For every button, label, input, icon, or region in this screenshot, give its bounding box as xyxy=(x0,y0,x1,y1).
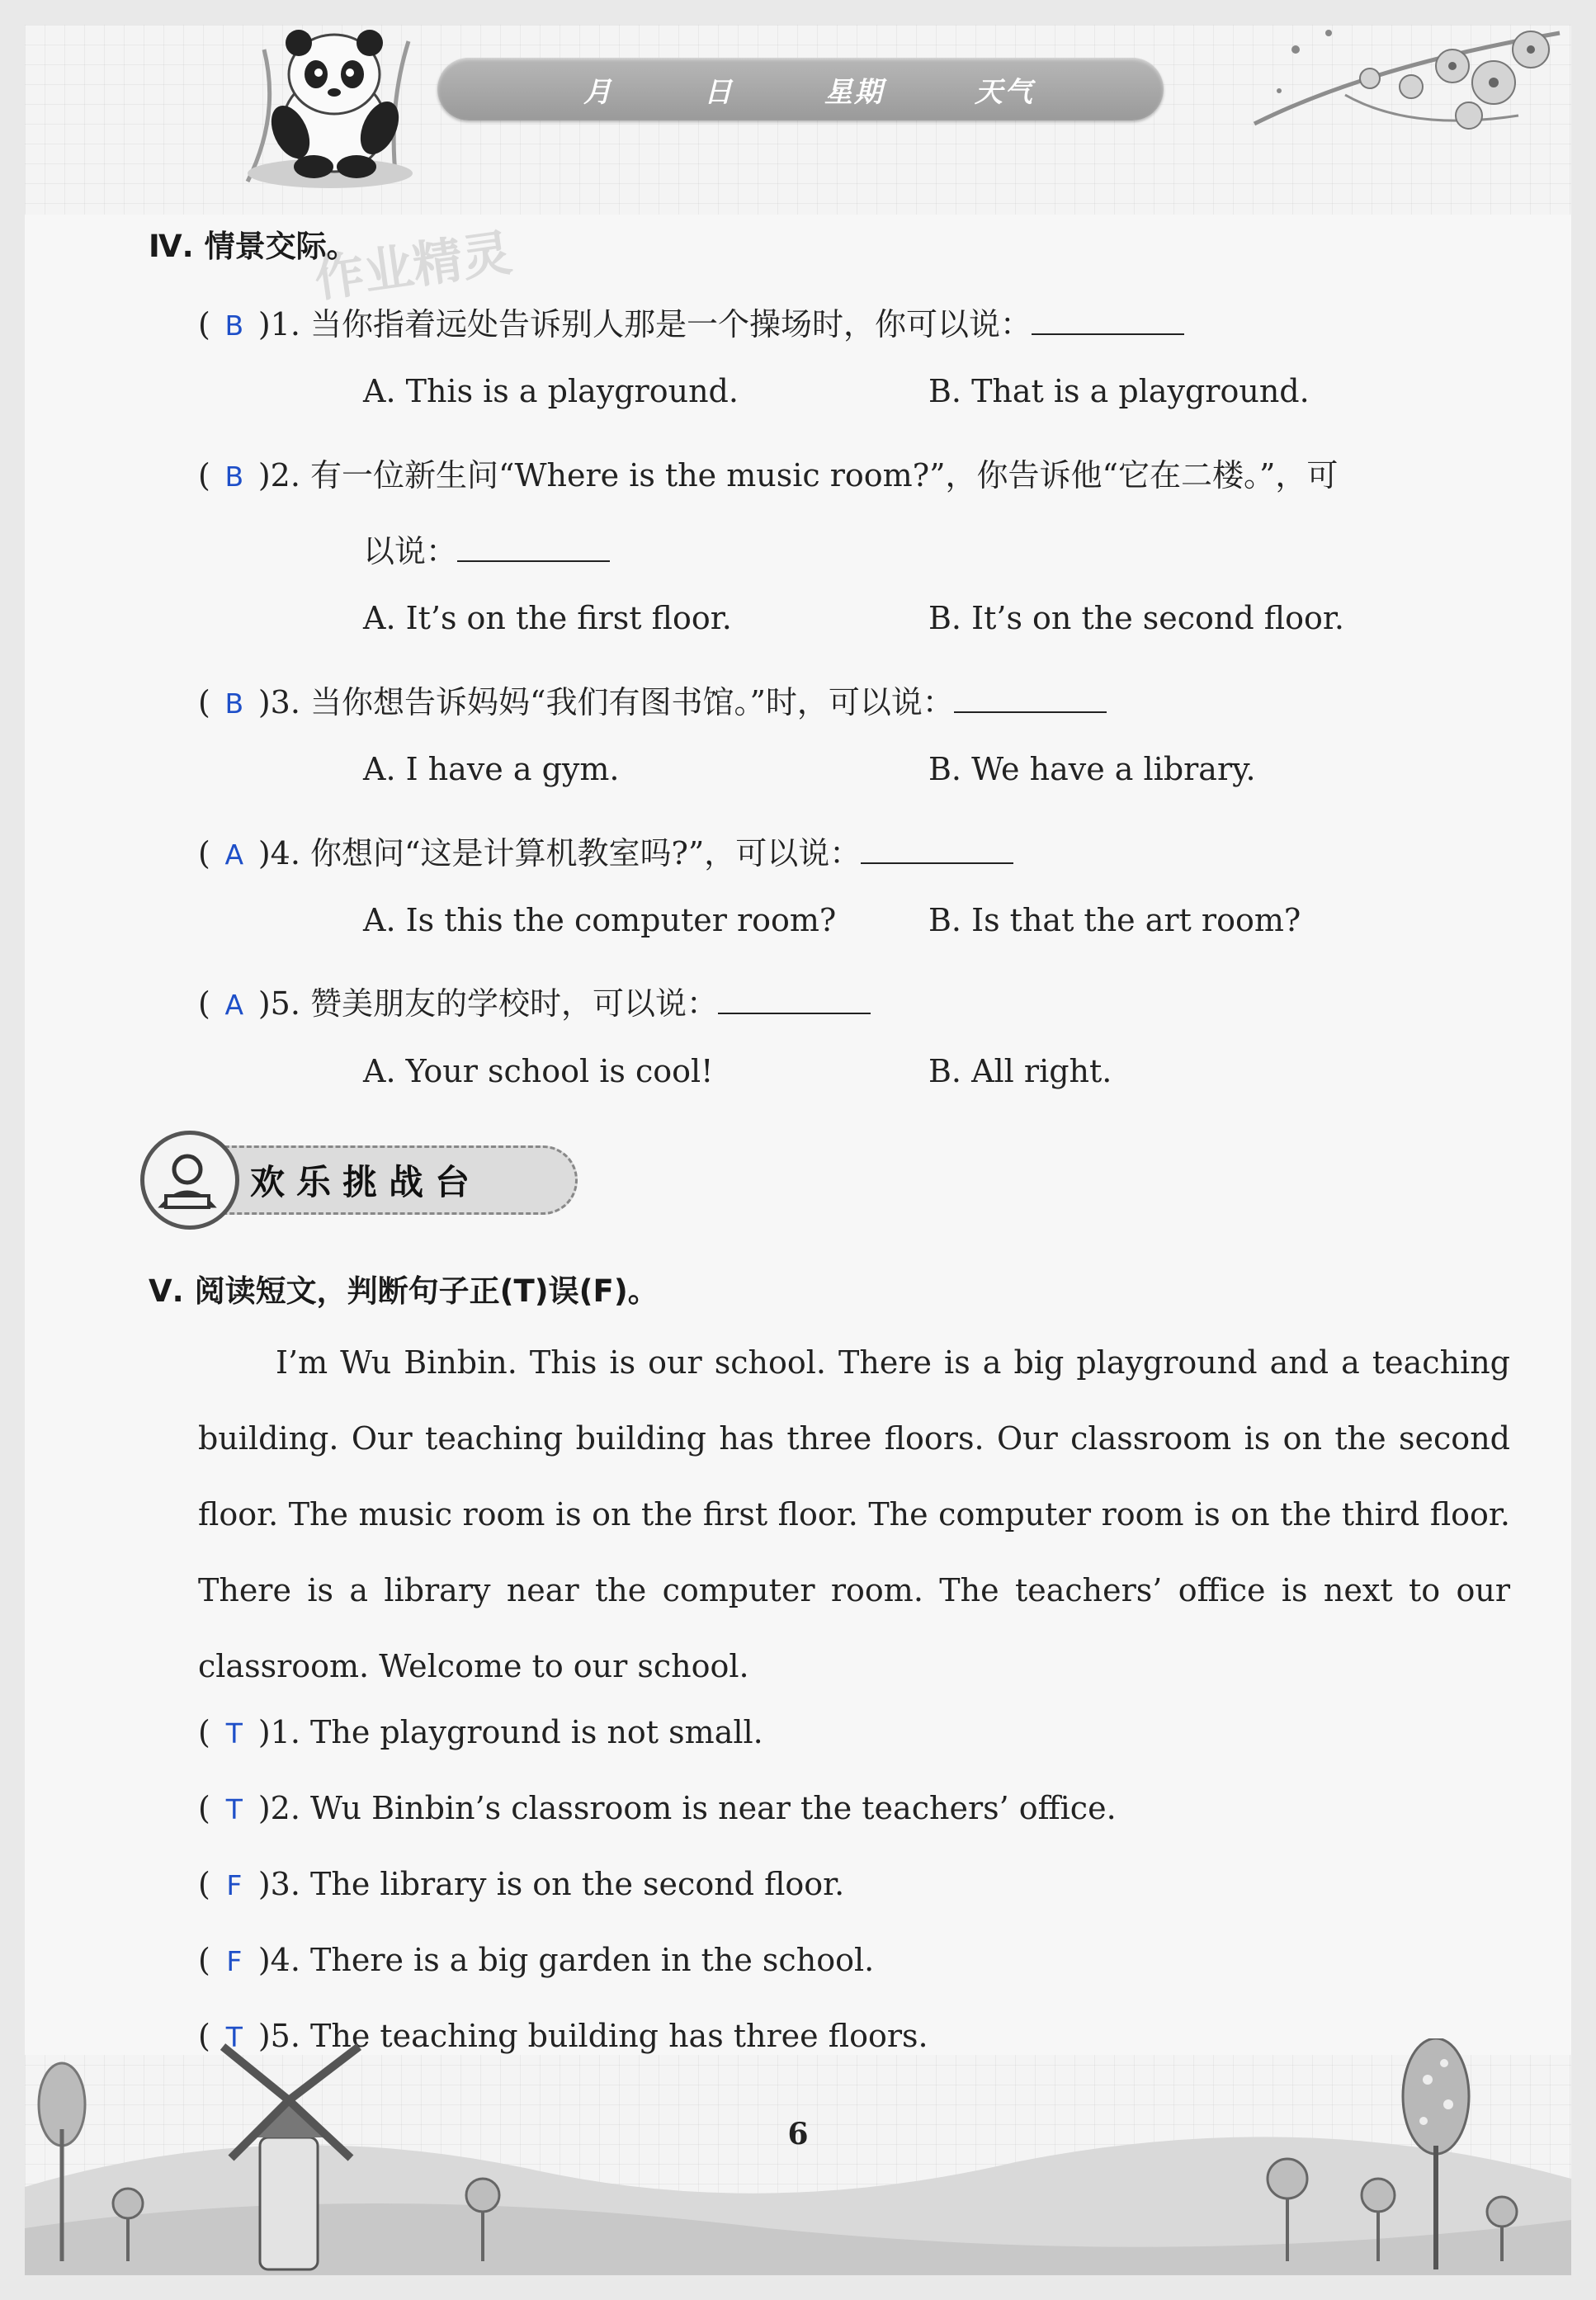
section-4-title: Ⅳ. 情景交际。 xyxy=(149,229,357,264)
question-2: ( B )2. 有一位新生问“Where is the music room?”，你告诉他“它在二楼。”，可 xyxy=(198,457,1339,494)
answer-blank xyxy=(457,531,610,562)
statement-text: Wu Binbin’s classroom is near the teachers’ office. xyxy=(310,1790,1117,1826)
answer-mark: B xyxy=(224,309,244,342)
option-a: A. Is this the computer room? xyxy=(363,902,837,938)
question-4: ( A )4. 你想问“这是计算机教室吗?”，可以说： xyxy=(198,828,1013,873)
statement-3: ( F )3. The library is on the second floor. xyxy=(198,1866,845,1902)
weekday-label: 星期 xyxy=(824,75,884,109)
watermark: 作业精灵 xyxy=(310,224,516,309)
statement-text: The teaching building has three floors. xyxy=(310,2018,928,2054)
question-3: ( B )3. 当你想告诉妈妈“我们有图书馆。”时，可以说： xyxy=(198,677,1107,722)
option-a: A. It’s on the first floor. xyxy=(363,600,732,636)
option-b: B. All right. xyxy=(928,1053,1112,1089)
answer-mark: T xyxy=(225,2021,243,2053)
option-a: A. I have a gym. xyxy=(363,751,620,787)
option-b: B. That is a playground. xyxy=(928,373,1310,409)
option-b: B. Is that the art room? xyxy=(928,902,1301,938)
answer-mark: A xyxy=(224,989,244,1021)
page-number: 6 xyxy=(787,2117,809,2151)
answer-mark: B xyxy=(224,687,244,720)
banner-badge xyxy=(140,1131,239,1230)
statement-text: The playground is not small. xyxy=(310,1714,763,1750)
answer-blank xyxy=(1032,304,1184,335)
question-2-cont: 以说： xyxy=(363,526,610,571)
answer-mark: T xyxy=(225,1793,243,1825)
banner-title: 欢乐挑战台 xyxy=(190,1145,578,1215)
student-icon xyxy=(144,1135,235,1226)
statement-4: ( F )4. There is a big garden in the school. xyxy=(198,1942,875,1978)
answer-blank xyxy=(861,833,1013,864)
question-text: 当你指着远处告诉别人那是一个操场时，你可以说： xyxy=(310,306,1032,342)
section-5-title: Ⅴ. 阅读短文，判断句子正(T)误(F)。 xyxy=(149,1273,659,1309)
answer-mark: T xyxy=(225,1717,243,1750)
question-text: 当你想告诉妈妈“我们有图书馆。”时，可以说： xyxy=(310,684,954,720)
option-b: B. It’s on the second floor. xyxy=(928,600,1344,636)
question-1: ( B )1. 当你指着远处告诉别人那是一个操场时，你可以说： xyxy=(198,299,1184,344)
option-b: B. We have a library. xyxy=(928,751,1256,787)
answer-blank xyxy=(954,682,1107,713)
statement-text: The library is on the second floor. xyxy=(310,1866,845,1902)
answer-mark: F xyxy=(226,1869,243,1901)
answer-mark: A xyxy=(224,838,244,871)
day-label: 日 xyxy=(704,75,734,109)
option-a: A. This is a playground. xyxy=(363,373,739,409)
answer-blank xyxy=(718,983,871,1014)
weather-label: 天气 xyxy=(975,75,1034,109)
month-label: 月 xyxy=(583,75,613,109)
panda-illustration xyxy=(231,17,429,190)
question-text: 有一位新生问“Where is the music room?”，你告诉他“它在二楼。”，可 xyxy=(310,457,1339,494)
question-5: ( A )5. 赞美朋友的学校时，可以说： xyxy=(198,978,871,1023)
question-text: 赞美朋友的学校时，可以说： xyxy=(310,985,719,1022)
reading-passage xyxy=(198,1325,1510,1704)
statement-5: ( T )5. The teaching building has three floors. xyxy=(198,2018,928,2054)
challenge-banner xyxy=(140,1131,586,1230)
passage-text: I’m Wu Binbin. This is our school. There is a big playground and a teaching building. Our teaching building has three floors. Our classroom is on the second floor. The music room is on the first floor. The computer room is on the third floor. There is a library near the computer room. The teachers’ office is next to our classroom. Welcome to our school. xyxy=(198,1344,1510,1684)
answer-mark: B xyxy=(224,460,244,493)
date-weather-bar xyxy=(437,58,1164,120)
option-a: A. Your school is cool! xyxy=(363,1053,714,1089)
statement-1: ( T )1. The playground is not small. xyxy=(198,1714,763,1750)
answer-mark: F xyxy=(226,1945,243,1977)
statement-2: ( T )2. Wu Binbin’s classroom is near the teachers’ office. xyxy=(198,1790,1117,1826)
question-text: 你想问“这是计算机教室吗?”，可以说： xyxy=(310,835,862,871)
statement-text: There is a big garden in the school. xyxy=(310,1942,875,1978)
footer-landscape xyxy=(25,2038,1571,2275)
blossom-decoration xyxy=(1246,17,1568,173)
